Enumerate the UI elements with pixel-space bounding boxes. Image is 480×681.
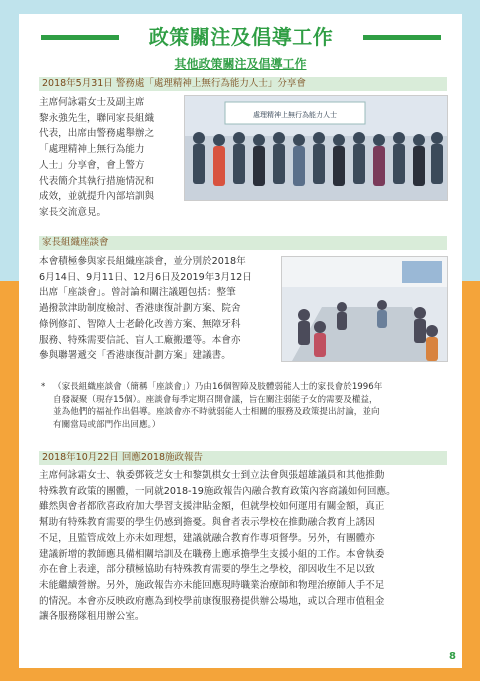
group-photo-image xyxy=(185,96,447,200)
section1-heading: 2018年5月31日 警務處「處理精神上無行為能力人士」分享會 xyxy=(39,77,447,91)
page-number: 8 xyxy=(449,651,456,662)
photo-banner-text: 處理精神上無行為能力人士 xyxy=(253,111,337,119)
section2-heading: 家長組織座談會 xyxy=(39,236,447,250)
page-title: 政策關注及倡導工作 xyxy=(148,25,334,49)
section2-body: 本會積極參與家長組織座談會，並分別於2018年 6月14日、9月11日、12月6日及2019年3月12日 出席「座談會」。曾討論和關注議題包括：整筆 過撥款津助制度檢討、香港康復計劃方案、院舍 條例修訂、智障人士老齡化改善方案、無障牙科 服務、特殊需要信託、盲人工廠搬遷等。本會亦 參與聯署遞交「香港康復計劃方案」建議書。 xyxy=(39,256,252,362)
section3-heading: 2018年10月22日 回應2018施政報告 xyxy=(39,451,447,465)
page-header xyxy=(19,22,462,52)
section1-photo xyxy=(184,95,448,201)
meeting-photo-image xyxy=(282,257,447,361)
note-marker: * xyxy=(41,382,46,392)
page-subtitle: 其他政策關注及倡導工作 xyxy=(174,57,307,71)
section2-photo xyxy=(281,256,448,362)
header-rule-left xyxy=(41,35,119,40)
section3-body: 主席何詠霜女士、執委鄧筱芝女士和黎凱棋女士到立法會與張超雄議員和其他推動 特殊教育政策的團體，一同就2018-19施政報告內融合教育政策內容商議如何回應。 雖然與會者都欣喜政府加大學習支援津貼金額，但就學校如何運用有關金額，真正 幫助有特殊教育需要的學生仍感到擔憂。與會者表示學校在推動融合教育上誘因 不足，且監管成效上亦未如理想，建議就融合教育作專項督學。另外，有團體亦 建議新增的教師應具備相關培訓及在職務上應承擔學生支援小組的工作。本會執委 亦在會上表達，部分積極協助有特殊教育需要的學生之學校，卻因收生不足以致 未能繼續營辦。另外，施政報告亦未能回應現時職業治療師和物理治療師人手不足 的情況。本會亦反映政府應為到校學前康復服務提供辦公場地，或以合理市值租金 讓各服務隊租用辦公室。 xyxy=(39,470,396,623)
document-page xyxy=(19,14,462,668)
section1-body: 主席何詠霜女士及副主席 黎永強先生，聯同家長組織 代表，出席由警務處舉辦之 「處理精神上無行為能力 人士」分享會，會上警方 代表簡介其執行措施情況和 成效，並就提升內部培訓與 家長交流意見。 xyxy=(39,97,155,218)
note-text: （家長組織座談會（簡稱「座談會」）乃由16個智障及肢體弱能人士的家長會於1996年 自發凝聚（現存15個）。座談會每季定期召開會議，旨在關注弱能子女的需要及權益， 並為他們的福祉作出倡導。座談會亦不時就弱能人士相關的服務及政策提出討論，並向 有關當局或部門作出回應。） xyxy=(53,382,383,431)
header-rule-right xyxy=(363,35,441,40)
